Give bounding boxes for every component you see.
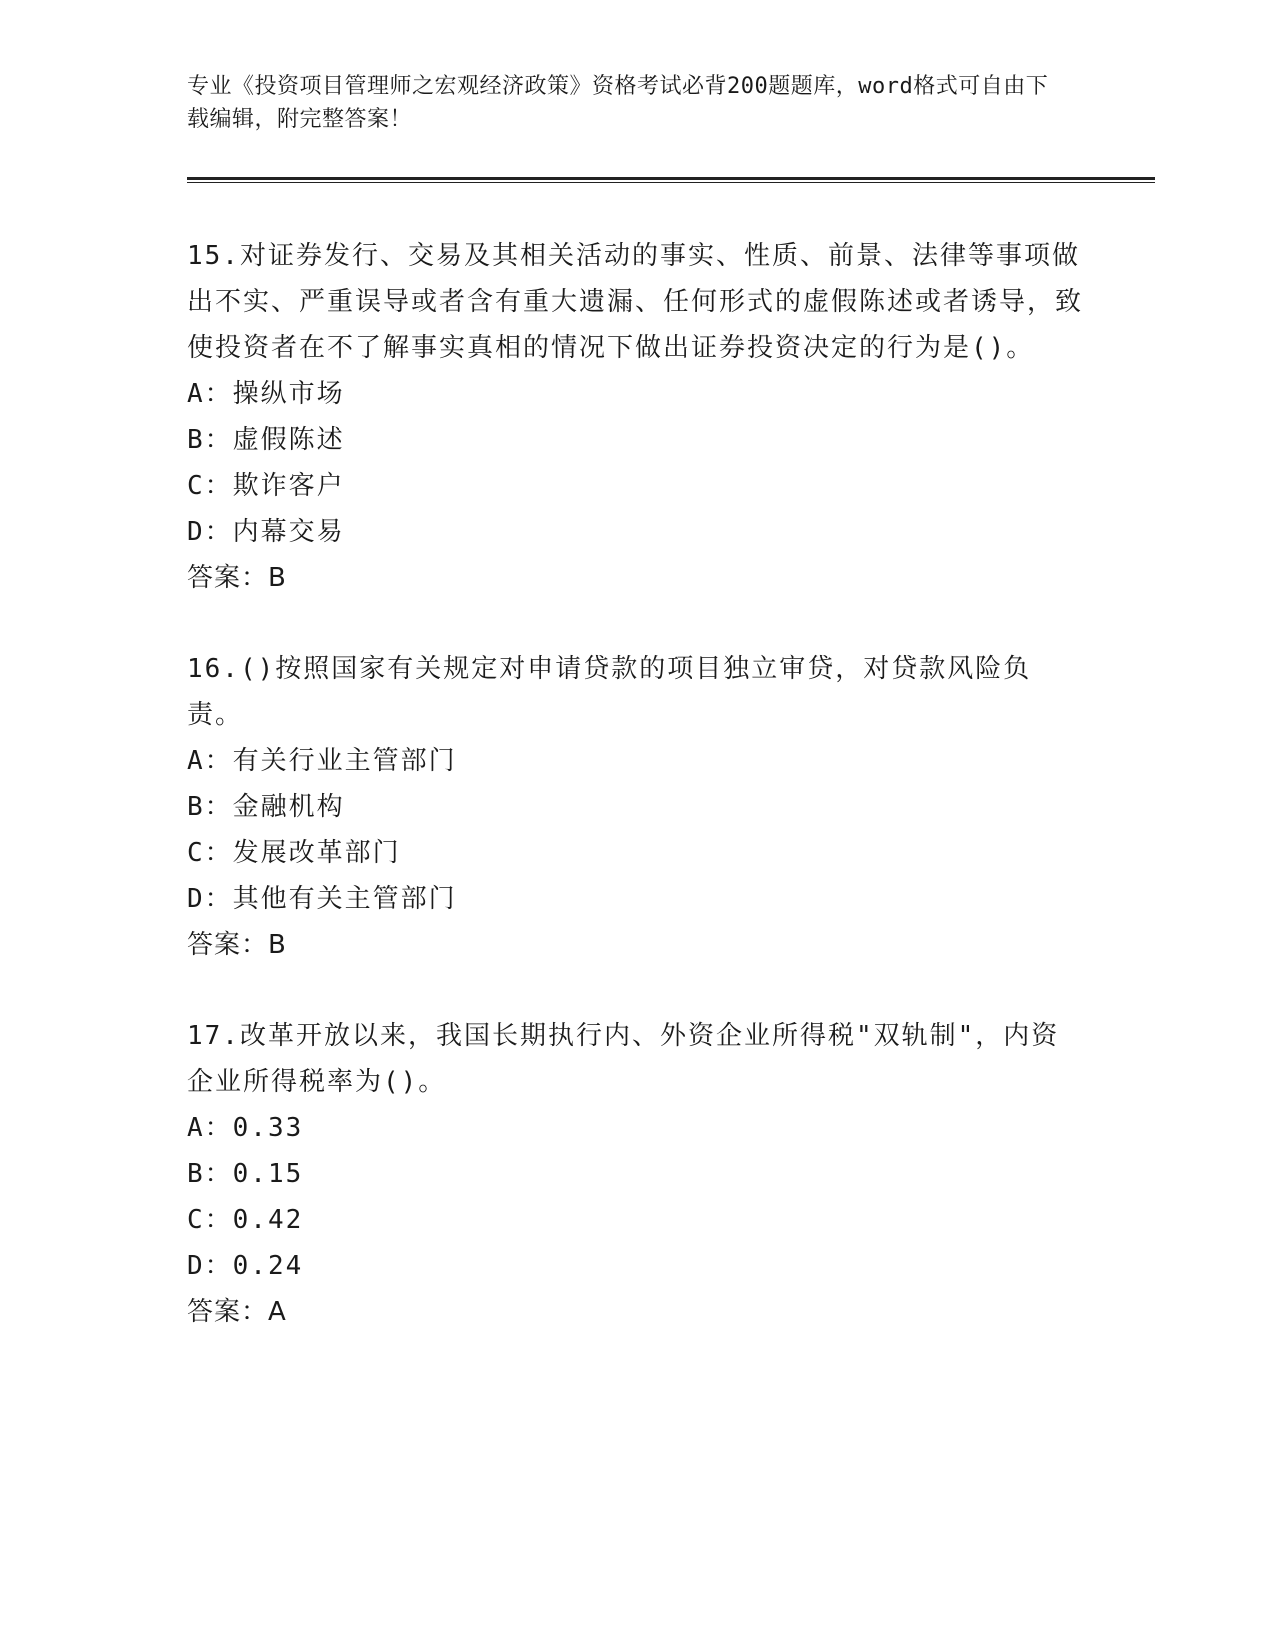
option-c: C：0.42 <box>187 1205 304 1235</box>
question-list <box>187 233 1087 1380</box>
option-b: B：虚假陈述 <box>187 425 345 455</box>
document-header: 专业《投资项目管理师之宏观经济政策》资格考试必背200题题库，word格式可自由下载编辑，附完整答案！ <box>187 74 1049 132</box>
answer-line: 答案：A <box>187 1297 287 1327</box>
option-a: A：0.33 <box>187 1113 304 1143</box>
header-rule-thin <box>187 182 1155 183</box>
question-16 <box>187 646 1087 968</box>
answer-line: 答案：B <box>187 930 287 960</box>
option-d: D：0.24 <box>187 1251 304 1281</box>
option-d: D：其他有关主管部门 <box>187 884 457 914</box>
option-a: A：有关行业主管部门 <box>187 746 457 776</box>
question-17 <box>187 1013 1087 1335</box>
header-rule-thick <box>187 177 1155 180</box>
option-c: C：欺诈客户 <box>187 471 345 501</box>
question-text: 17.改革开放以来，我国长期执行内、外资企业所得税"双轨制"，内资企业所得税率为()。 <box>187 1021 1060 1097</box>
option-d: D：内幕交易 <box>187 517 345 547</box>
question-text: 15.对证券发行、交易及其相关活动的事实、性质、前景、法律等事项做出不实、严重误导或者含有重大遗漏、任何形式的虚假陈述或者诱导，致使投资者在不了解事实真相的情况下做出证券投资决定的行为是()。 <box>187 241 1084 363</box>
option-c: C：发展改革部门 <box>187 838 401 868</box>
answer-line: 答案：B <box>187 563 287 593</box>
option-b: B：金融机构 <box>187 792 345 822</box>
option-a: A：操纵市场 <box>187 379 345 409</box>
option-b: B：0.15 <box>187 1159 304 1189</box>
question-15 <box>187 233 1087 601</box>
question-text: 16.()按照国家有关规定对申请贷款的项目独立审贷，对贷款风险负责。 <box>187 654 1032 730</box>
